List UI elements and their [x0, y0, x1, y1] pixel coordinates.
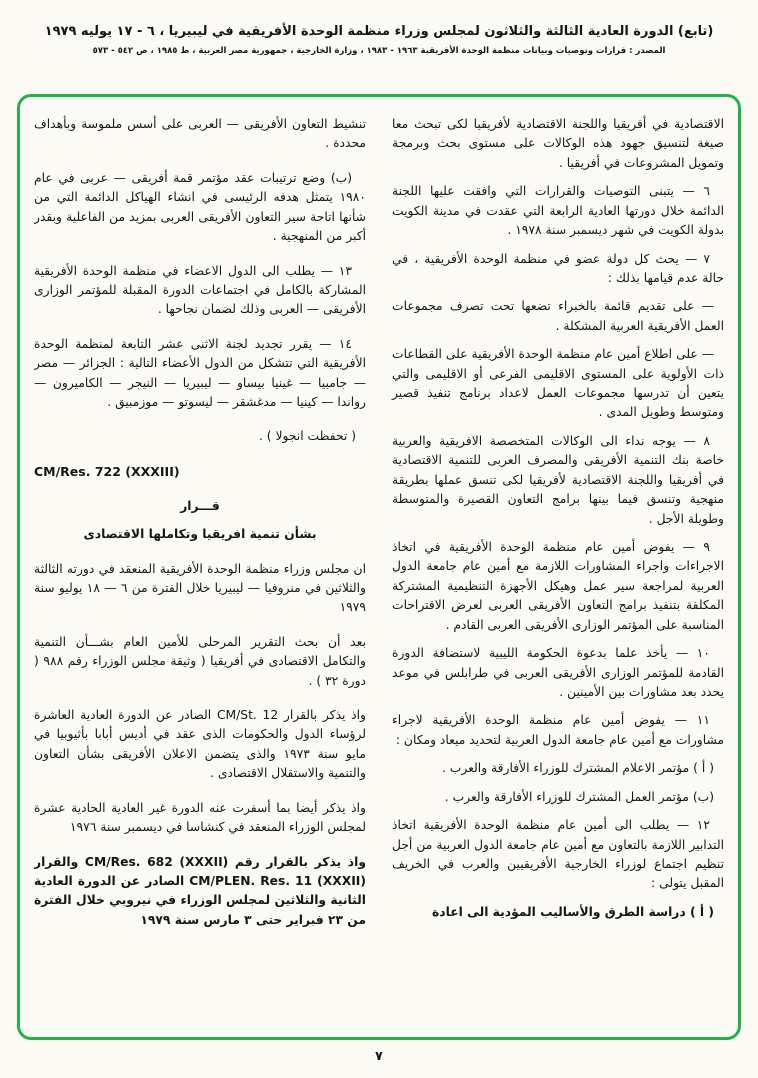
left-column: [34, 115, 366, 1025]
paragraph: ٩ — يفوض أمين عام منظمة الوحدة الأفريقية في اتخاذ الاجراءات واجراء المشاورات اللازمة مع أمين عام جامعة الدول العربية لمراجعة سير عمل وهيكل الأجهزة التنظيمية المشتركة المكلفة بتنفيذ برامج التعاون الأفريقى العربى لعرض الاقتراحات المناسبة على المؤتمر الوزارى الأفريقى العربى القادم .: [392, 540, 724, 632]
paragraph: ٨ — يوجه نداء الى الوكالات المتخصصة الافريقية والعربية خاصة بنك التنمية الأفريقى والمصرف العربى للتنمية الاقتصادية في أفريقيا واللجنة الاقتصادية لأفريقيا لكى تنسق عملها بطريقة منهجية وتنسق فيما بينها برامج التعاون القصيرة والمتوسطة وطويلة الأجل .: [392, 433, 724, 526]
paragraph: تنشيط التعاون الأفريقى — العربى على أسس ملموسة وبأهداف محددة .: [34, 117, 366, 151]
paragraph: ١٠ — يأخذ علما بدعوة الحكومة الليبية لاستضافة الدورة القادمة للمؤتمر الوزارى الأفريقى العربى في طرابلس في موعد يحدد بعد مشاورات بين الأمينين .: [392, 646, 724, 699]
resolution-title: بشأن تنمية افريقيا وتكاملها الاقتصادى: [83, 527, 317, 542]
paragraph: بعد أن بحث التقرير المرحلى للأمين العام بشـــأن التنمية والتكامل الاقتصادى في أفريقيا ( وثيقة مجلس الوزراء رقم ٩٨٨ ( دورة ٣٢ ) .: [34, 634, 366, 688]
content-border-box: [17, 94, 741, 1040]
paragraph: ١١ — يفوض أمين عام منظمة الوحدة الأفريقية لاجراء مشاورات مع أمين عام جامعة الدول العربية لتحديد ميعاد ومكان :: [392, 713, 724, 747]
paragraph: واذ يذكر أيضا بما أسفرت عنه الدورة غير العادية الحادية عشرة لمجلس الوزراء المنعقد في كنشاسا في ديسمبر سنة ١٩٧٦: [34, 800, 366, 835]
paragraph: ان مجلس وزراء منظمة الوحدة الأفريقية المنعقد في دورته الثالثة والثلاثين في منروفيا — ليبيريا خلال الفترة من ٦ — ١٨ يوليو سنة ١٩٧٩: [34, 561, 366, 615]
paragraph: الاقتصادية في أفريقيا واللجنة الاقتصادية لأفريقيا لكى تبحث معا صيغة لتنسيق جهود هذه الوكالات على مستوى بحث وبرمجة وتمويل المشروعات في أفريقيا .: [392, 117, 724, 170]
document-header: [0, 0, 758, 56]
resolution-heading: قـــرار: [180, 498, 220, 513]
paragraph: — على اطلاع أمين عام منظمة الوحدة الأفريقية على القطاعات ذات الأولوية على المستوى الاقليمى الفرعى أو الاقليمى والتي يتعين أن تدرسها مجموعات العمل لاعداد برنامج تنفيذ قصير ومتوسط وطويل المدى .: [392, 347, 724, 420]
paragraph: واذ يذكر بالقرار CM/St. 12 الصادر عن الدورة العادية العاشرة لرؤساء الدول والحكومات الذى عقد في أديس أبابا بأثيوبيا في مايو سنة ١٩٧٣ والذى يتضمن الاعلان الأفريقى بشأن التعاون والتنمية والاستقلال الاقتصادى .: [34, 708, 366, 781]
page-number: ٧: [375, 1048, 383, 1063]
paragraph: ( أ ) دراسة الطرق والأساليب المؤدية الى اعادة: [432, 904, 714, 919]
paragraph: واذ يذكر بالقرار رقم CM/Res. 682 (XXXII) والقرار CM/PLEN. Res. 11 (XXXII) الصادر عن الدورة العادية الثانية والثلاثين لمجلس الوزراء في نيروبي خلال الفترة من ٢٣ فبراير حتى ٣ مارس سنة ١٩٧٩: [34, 854, 366, 927]
paragraph: ١٣ — يطلب الى الدول الاعضاء في منظمة الوحدة الأفريقية المشاركة بالكامل في اجتماعات الدورة المقبلة للمؤتمر الوزارى الأفريقى — العربى وذلك لضمان نجاحها .: [34, 263, 366, 317]
paragraph: ( تحفظت انجولا ) .: [258, 429, 356, 444]
paragraph: (ب) وضع ترتيبات عقد مؤتمر قمة أفريقى — عربى في عام ١٩٨٠ يتمثل هدفه الرئيسى في انشاء الهياكل الدائمة التي من شأنها اتاحة سير التعاون الأفريقى العربى بمزيد من الفاعلية وبقدر أكبر من المنهجية .: [34, 170, 366, 244]
paragraph: ١٢ — يطلب الى أمين عام منظمة الوحدة الأفريقية اتخاذ التدابير اللازمة بالتعاون مع أمين عام جامعة الدول العربية من أجل تنظيم اجتماع لوزراء الخارجية الأفريقيين والعرب في الخريف المقبل يتولى :: [392, 818, 724, 891]
paragraph: ٧ — يحث كل دولة عضو في منظمة الوحدة الأفريقية ، في حالة عدم قيامها بذلك :: [392, 251, 724, 285]
resolution-code: CM/Res. 722 (XXXIII): [34, 463, 180, 479]
right-column: [392, 115, 724, 1025]
paragraph: — على تقديم قائمة بالخبراء تضعها تحت تصرف مجموعات العمل الأفريقية العربية المشكلة .: [392, 299, 724, 333]
paragraph: ٦ — يتبنى التوصيات والقرارات التي وافقت عليها اللجنة الدائمة خلال دورتها العادية الرابعة التي عقدت في مدينة الكويت بدولة الكويت في شهر ديسمبر سنة ١٩٧٨ .: [392, 184, 724, 238]
document-title: (تابع) الدورة العادية الثالثة والثلاثون لمجلس وزراء منظمة الوحدة الأفريقية في ليبيريا ، ٦ - ١٧ يوليه ١٩٧٩: [44, 24, 714, 39]
two-column-layout: [34, 115, 724, 1025]
paragraph: ( أ ) مؤتمر الاعلام المشترك للوزراء الأفارقة والعرب .: [441, 761, 714, 776]
paragraph: ١٤ — يقرر تجديد لجنة الاثنى عشر التابعة لمنظمة الوحدة الأفريقية التي تتشكل من الدول الأعضاء التالية : الجزائر — مصر — جامبيا — غينيا بيساو — ليبيريا — النيجر — الكاميرون — رواندا — كينيا — مدغشقر — ليسوتو — موزمبيق .: [34, 336, 366, 410]
paragraph: (ب) مؤتمر العمل المشترك للوزراء الأفارقة والعرب .: [444, 789, 714, 804]
source-line: المصدر : قرارات وتوصيات وبيانات منظمة الوحدة الأفريقية ١٩٦٣ - ١٩٨٣ ، وزارة الخارجية ، جمهورية مصر العربية ، ط ١٩٨٥ ، ص ٥٤٢ - ٥٧٣: [92, 46, 666, 56]
